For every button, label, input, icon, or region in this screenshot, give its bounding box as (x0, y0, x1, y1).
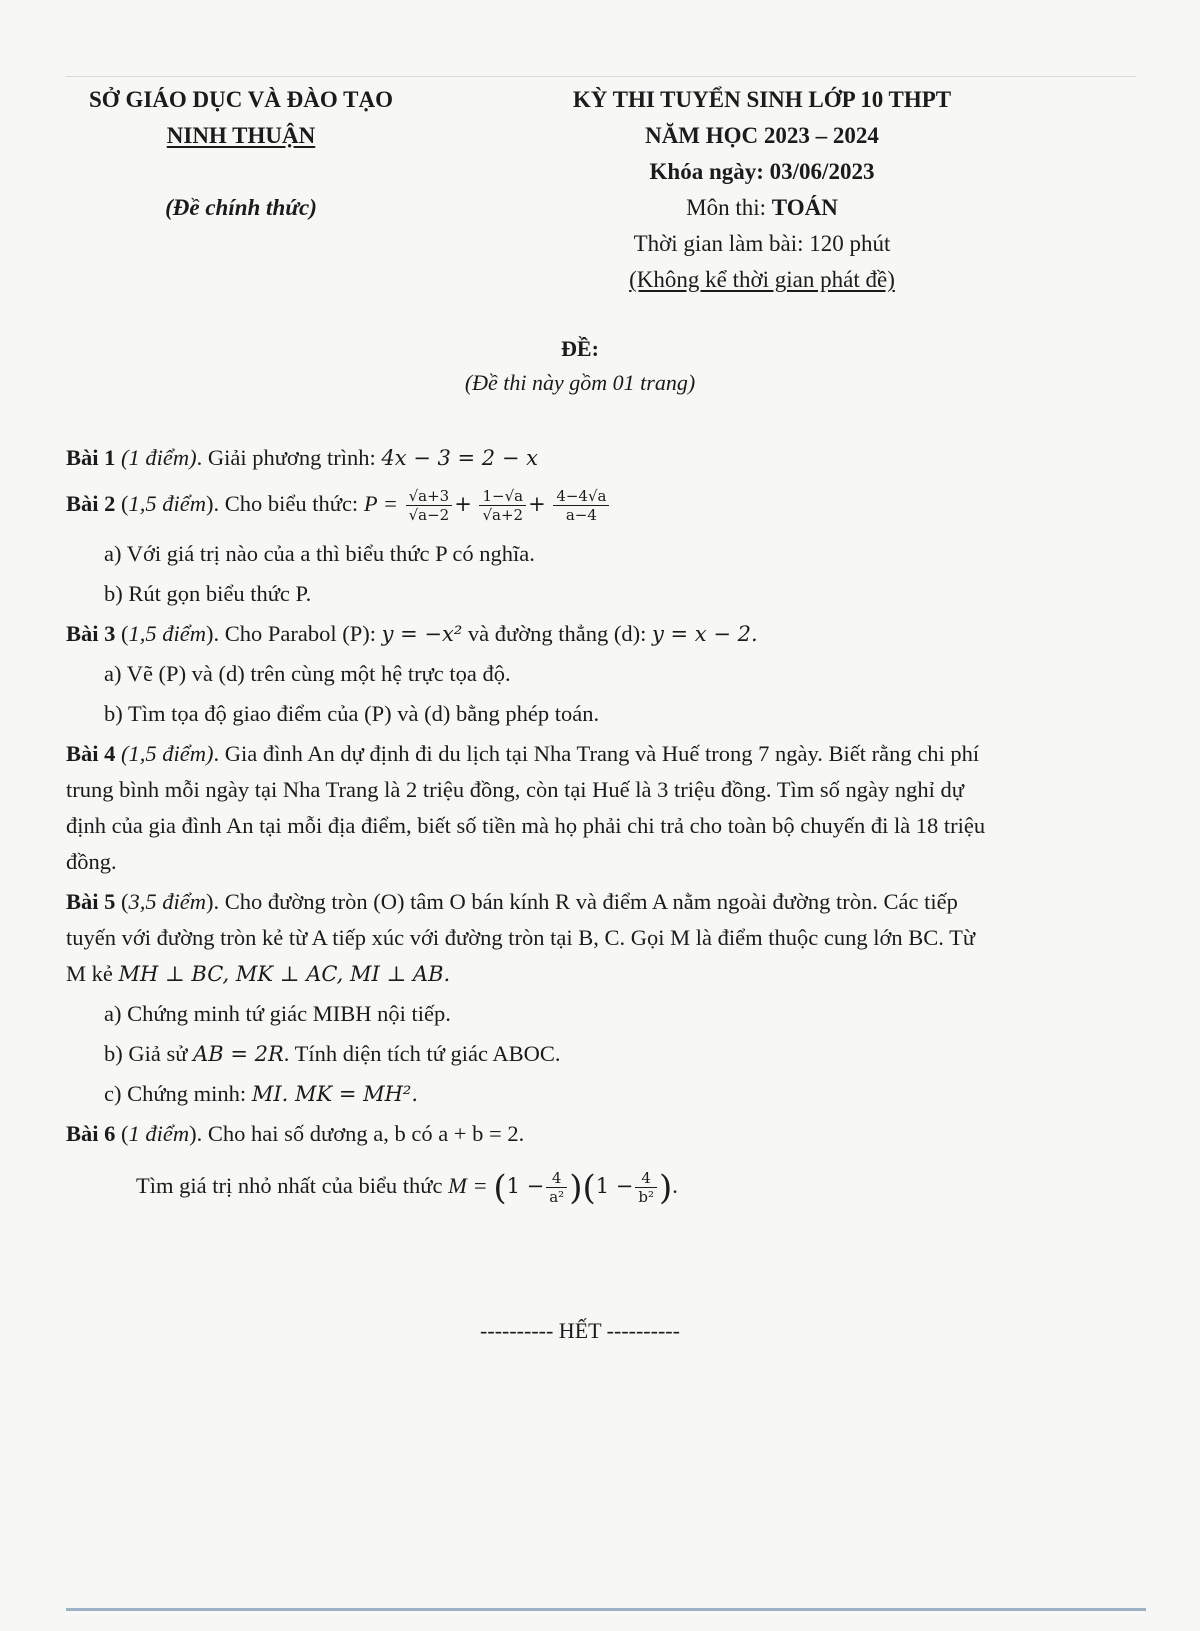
bai-2-label: Bài 2 (66, 491, 116, 516)
header-subject-line (512, 190, 1012, 226)
header-status: (Đề chính thức) (165, 195, 317, 220)
header-org: SỞ GIÁO DỤC VÀ ĐÀO TẠO (89, 87, 393, 112)
header-exam: KỲ THI TUYỂN SINH LỚP 10 THPT (572, 87, 952, 112)
bai-5-line-3-text: M kẻ (66, 961, 119, 986)
bai-6-end: . (672, 1173, 678, 1198)
bai-2: Bài 2 (1,5 điểm). Cho biểu thức: P = $\frac{√a+3}{√a-2}$ + $\frac{1-√a}{√a+2}$ + $\frac{4-4√a}{a-4}$ (66, 480, 1144, 528)
bai-3-parabola: y = −x² (381, 622, 463, 646)
header-left (64, 82, 418, 226)
bai-6-fraction-1 (546, 1169, 567, 1206)
bai-3: Bài 3 (1,5 điểm). Cho Parabol (P): y = −x² và đường thẳng (d): y = x − 2. (66, 621, 758, 646)
bai-4 (66, 736, 1144, 880)
bai-5-part-c (66, 1076, 1144, 1112)
bai-5-part-a: a) Chứng minh tứ giác MIBH nội tiếp. (104, 1001, 451, 1026)
bai-5-part-c-text: c) Chứng minh: (104, 1081, 252, 1106)
bai-5-part-b-rest: . Tính diện tích tứ giác ABOC. (283, 1041, 561, 1066)
fraction-denominator: √a+2 (482, 506, 524, 525)
fraction-numerator: 4 (635, 1169, 657, 1188)
bai-3-line: y = x − 2. (651, 622, 758, 646)
header-province: NINH THUẬN (166, 123, 316, 148)
bai-6-label: Bài 6 (66, 1121, 116, 1146)
bai-2-fraction-1 (406, 487, 453, 524)
bai-1 (66, 440, 1144, 476)
fraction-denominator: b² (638, 1188, 654, 1207)
bai-5-line-2: tuyến với đường tròn kẻ từ A tiếp xúc với đường tròn tại B, C. Gọi M là điểm thuộc cung lớn BC. Từ (66, 925, 976, 950)
header-subject-label: Môn thi: (686, 195, 772, 220)
bai-2-part-a: a) Với giá trị nào của a thì biểu thức P có nghĩa. (104, 541, 535, 566)
bai-3-part-a: a) Vẽ (P) và (d) trên cùng một hệ trực tọa độ. (104, 661, 511, 686)
bai-6-text: ). Cho hai số dương a, b có a + b = 2. (189, 1121, 525, 1146)
bai-1-text: . Giải phương trình: (196, 445, 382, 470)
header-year: NĂM HỌC 2023 – 2024 (645, 123, 879, 148)
bai-1-points: (1 điểm) (121, 445, 197, 470)
header-date: Khóa ngày: 03/06/2023 (649, 159, 875, 184)
header-duration-note: (Không kể thời gian phát đề) (629, 267, 895, 292)
fraction-denominator: a−4 (565, 506, 597, 525)
header-duration: Thời gian làm bài: 120 phút (633, 231, 891, 256)
bai-5-points: 3,5 điểm (128, 889, 207, 914)
bai-4-line-3: định của gia đình An tại mỗi địa điểm, biết số tiền mà họ phải chi trả cho toàn bộ chuyến đi là 18 triệu (66, 813, 986, 838)
fraction-numerator: 4 (546, 1169, 567, 1188)
bai-6-line-2-text: Tìm giá trị nhỏ nhất của biểu thức (136, 1173, 449, 1198)
bai-5-line-1: ). Cho đường tròn (O) tâm O bán kính R và điểm A nằm ngoài đường tròn. Các tiếp (206, 889, 958, 914)
fraction-numerator: √a+3 (406, 487, 453, 506)
bai-3-text-1: ). Cho Parabol (P): (206, 621, 382, 646)
bai-2-part-b: b) Rút gọn biểu thức P. (104, 581, 312, 606)
bai-6-one-minus-2: 1 − (595, 1174, 634, 1198)
bai-4-line-1: . Gia đình An dự định đi du lịch tại Nha Trang và Huế trong 7 ngày. Biết rằng chi phí (213, 741, 980, 766)
bai-2-lhs: P = (363, 491, 398, 516)
page-count-note: (Đề thi này gồm 01 trang) (464, 370, 696, 395)
header-right (512, 82, 1012, 298)
fraction-numerator: 1−√a (479, 487, 526, 506)
bai-6-line-2: Tìm giá trị nhỏ nhất của biểu thức M = (1 − $\frac{4}{\text{a²}}$ )(1 − $\frac{4}{\text{b²}}$ ). (136, 1167, 678, 1208)
bai-5: Bài 5 (3,5 điểm). Cho đường tròn (O) tâm O bán kính R và điểm A nằm ngoài đường tròn. Các tiếp tuyến với đường tròn kẻ từ A tiếp xúc với đường tròn tại B, C. Gọi M là điểm thuộc cung lớn BC. Từ M kẻ MH ⊥ BC, MK ⊥ AC, MI ⊥ AB. (66, 889, 976, 986)
bai-6: Bài 6 (1 điểm). Cho hai số dương a, b có a + b = 2. (66, 1121, 525, 1146)
bai-5-label: Bài 5 (66, 889, 116, 914)
bai-4-line-2: trung bình mỗi ngày tại Nha Trang là 2 triệu đồng, còn tại Huế là 3 triệu đồng. Tìm số ngày nghỉ dự (66, 777, 964, 802)
exam-content (66, 440, 1144, 1218)
bai-5-part-c-math: MI. MK = MH². (251, 1082, 419, 1106)
bai-6-lhs: M = (448, 1173, 488, 1198)
bai-5-part-b-math: AB = 2R (193, 1042, 284, 1066)
bai-2-text: ). Cho biểu thức: (206, 491, 364, 516)
fraction-numerator: 4−4√a (553, 487, 609, 506)
end-marker: ---------- HẾT ---------- (480, 1318, 680, 1343)
bai-4-points: (1,5 điểm) (121, 741, 214, 766)
bai-2-fraction-2 (479, 487, 526, 524)
bai-3-points: 1,5 điểm (128, 621, 207, 646)
bai-6-points: 1 điểm (128, 1121, 190, 1146)
exam-title: ĐỀ: (561, 336, 599, 361)
bai-3-text-2: và đường thẳng (d): (462, 621, 652, 646)
bai-5-part-b (66, 1036, 1144, 1072)
bai-3-part-b: b) Tìm tọa độ giao điểm của (P) và (d) bằng phép toán. (104, 701, 600, 726)
bottom-divider (66, 1608, 1146, 1611)
bai-5-line-3-math: MH ⊥ BC, MK ⊥ AC, MI ⊥ AB. (118, 962, 451, 986)
fraction-denominator: √a−2 (408, 506, 450, 525)
bai-5-part-b-text: b) Giả sử (104, 1041, 194, 1066)
bai-1-equation: 4x − 3 = 2 − x (381, 446, 538, 470)
top-divider (66, 76, 1136, 77)
bai-4-label: Bài 4 (66, 741, 116, 766)
header-subject: TOÁN (771, 195, 838, 220)
bai-2-points: 1,5 điểm (128, 491, 207, 516)
bai-3-label: Bài 3 (66, 621, 116, 646)
bai-6-one-minus-1: 1 − (506, 1174, 545, 1198)
fraction-denominator: a² (549, 1188, 565, 1207)
bai-6-fraction-2 (635, 1169, 657, 1206)
bai-1-label: Bài 1 (66, 445, 116, 470)
bai-4-line-4: đồng. (66, 849, 117, 874)
bai-2-fraction-3 (553, 487, 609, 524)
